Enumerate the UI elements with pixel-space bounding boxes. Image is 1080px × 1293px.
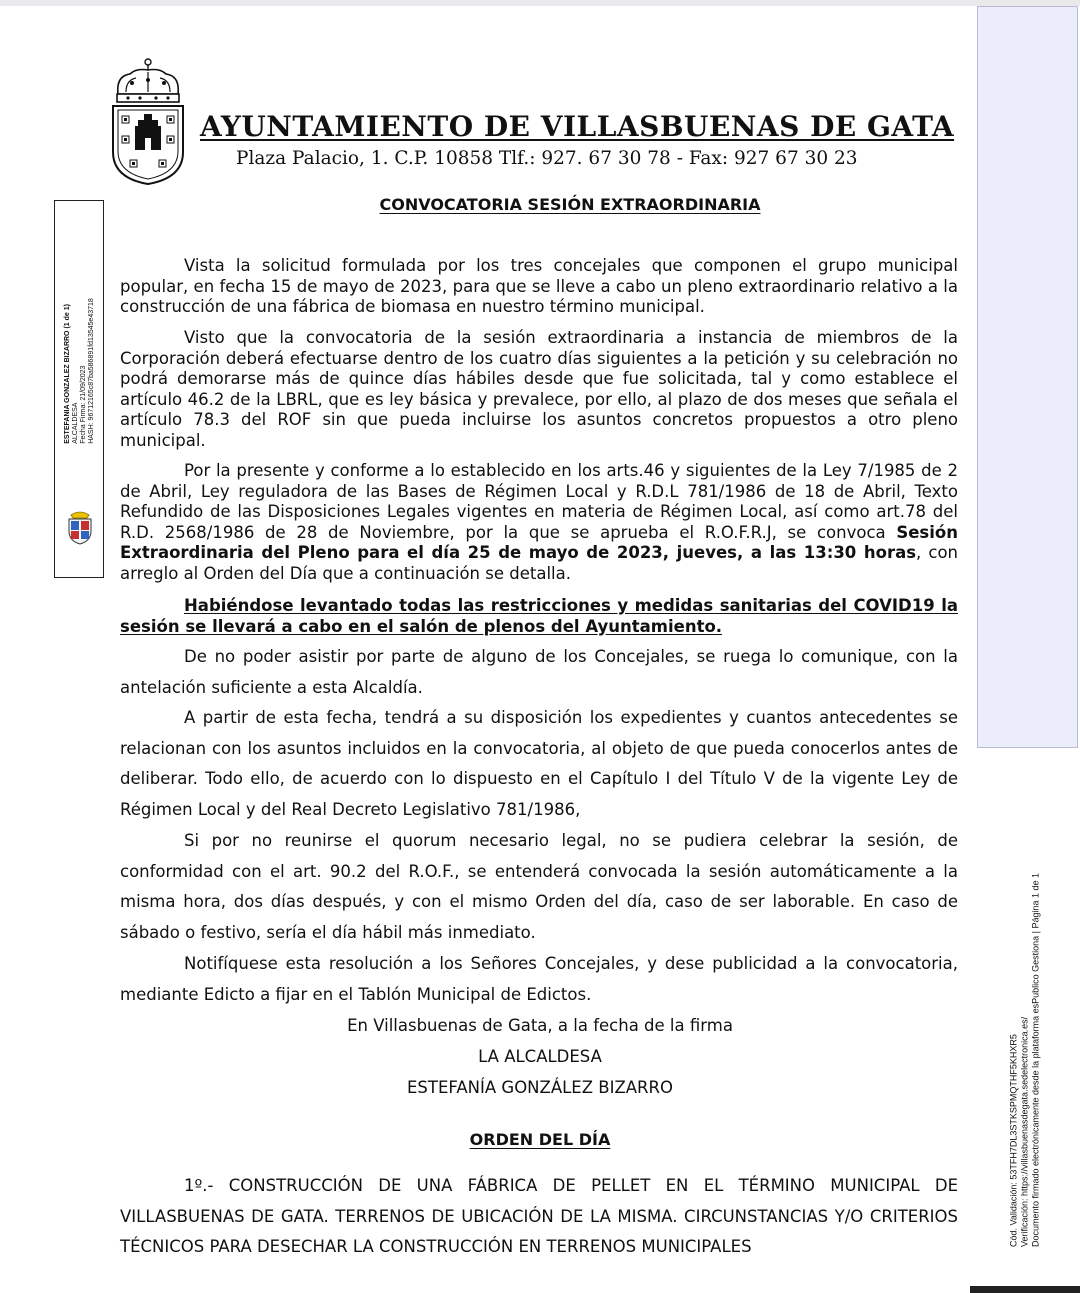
municipal-crest-icon: [108, 56, 188, 186]
paragraph-3-start: Por la presente y conforme a lo establecido en los arts.46 y siguientes de la Ley 7/1985 de 2 de Abril, Ley reguladora de las Bases de Régimen Local y R.D.L 781/1986 de 18 de Abril, Texto Refundido de las Disposiciones Legales vigentes en materia de Régimen Local, así como art.78 del R.D. 2568/1986 de 28 de Noviembre, por la que se aprueba el R.O.F.R.J, se convoca: [120, 461, 958, 542]
stamp-signer: ESTEFANIA GONZALEZ BIZARRO (1 de 1): [64, 304, 71, 444]
covid-notice: Habiéndose levantado todas las restricciones y medidas sanitarias del COVID19 la sesión se llevará a cabo en el salón de plenos del Ayuntamiento.: [120, 596, 958, 636]
bottom-edge-mark: [970, 1286, 1080, 1293]
signer-name: ESTEFANÍA GONZÁLEZ BIZARRO: [407, 1078, 673, 1097]
paragraph-5: De no poder asistir por parte de alguno de los Concejales, se ruega lo comunique, con la antelación suficiente a esta Alcaldía.: [120, 647, 958, 697]
signature-stamp-text: [64, 298, 96, 444]
place-date: En Villasbuenas de Gata, a la fecha de la firma: [347, 1016, 733, 1035]
paragraph-8: Notifíquese esta resolución a los Señores Concejales, y dese publicidad a la convocatoria, mediante Edicto a fijar en el Tablón Municipal de Edictos.: [120, 954, 958, 1004]
document-heading: CONVOCATORIA SESIÓN EXTRAORDINARIA: [379, 195, 761, 214]
stamp-date: Fecha Firma: 21/09/2023: [80, 365, 87, 444]
coat-of-arms-icon: [65, 509, 95, 545]
signer-role: LA ALCALDESA: [478, 1047, 602, 1066]
validation-code: Cód. Validación: 53TFH7DL3STKSPMQTHF5KHXR5: [1008, 1034, 1019, 1248]
signature-platform-note: Documento firmado electrónicamente desde la plataforma esPublico Gestiona | Página 1 de 1: [1030, 872, 1041, 1248]
verification-footer: [1009, 873, 1042, 1247]
paragraph-7: Si por no reunirse el quorum necesario legal, no se pudiera celebrar la sesión, de conformidad con el art. 90.2 del R.O.F., se entenderá convocada la sesión automáticamente a la misma hora, dos días después, y con el mismo Orden del día, caso de ser laborable. En caso de sábado o festivo, sería el día hábil más inmediato.: [120, 831, 958, 942]
side-panel: [977, 6, 1078, 748]
session-date-highlight: Sesión Extraordinaria del Pleno para el día 25 de mayo de 2023, jueves, a las 13:30 horas: [120, 522, 958, 562]
signature-stamp: [54, 200, 104, 578]
paragraph-2: Visto que la convocatoria de la sesión extraordinaria a instancia de miembros de la Corporación deberá efectuarse dentro de los cuatro días siguientes a la petición y su celebración no podrá demorarse más de quince días hábiles desde que fue solicitada, tal y como establece el artículo 46.2 de la LBRL, que es ley básica y prevalece, por ello, al plazo de dos meses que señala el artículo 78.3 del ROF sin que pueda incluirse los asuntos concretos propuestos a otro pleno municipal.: [120, 328, 958, 450]
paragraph-3: [120, 461, 958, 584]
municipality-title: AYUNTAMIENTO DE VILLASBUENAS DE GATA: [200, 110, 955, 143]
agenda-item-1: 1º.- CONSTRUCCIÓN DE UNA FÁBRICA DE PELLET EN EL TÉRMINO MUNICIPAL DE VILLASBUENAS DE GATA. TERRENOS DE UBICACIÓN DE LA MISMA. CIRCUNSTANCIAS Y/O CRITERIOS TÉCNICOS PARA DESECHAR LA CONSTRUCCIÓN EN TERRENOS MUNICIPALES: [120, 1176, 958, 1256]
stamp-role: ALCALDESA: [72, 402, 79, 444]
agenda-heading: ORDEN DEL DÍA: [469, 1130, 611, 1149]
stamp-hash: HASH: 96712165c87ba586891fd13545e43718: [88, 298, 95, 444]
paragraph-3-end: , con arreglo al Orden del Día que a continuación se detalla.: [120, 543, 958, 583]
paragraph-1: Vista la solicitud formulada por los tres concejales que componen el grupo municipal popular, en fecha 15 de mayo de 2023, para que se lleve a cabo un pleno extraordinario relativo a la construcción de una fábrica de biomasa en nuestro término municipal.: [120, 256, 958, 316]
municipality-address: Plaza Palacio, 1. C.P. 10858 Tlf.: 927. 67 30 78 - Fax: 927 67 30 23: [236, 148, 858, 169]
top-bar: [0, 0, 1080, 6]
paragraph-6: A partir de esta fecha, tendrá a su disposición los expedientes y cuantos antecedentes se relacionan con los asuntos incluidos en la convocatoria, al objeto de que pueda conocerlos antes de deliberar. Todo ello, de acuerdo con lo dispuesto en el Capítulo I del Título V de la vigente Ley de Régimen Local y del Real Decreto Legislativo 781/1986,: [120, 708, 958, 819]
verification-url: Verificación: https://villasbuenasdegata.sedelectronica.es/: [1019, 1016, 1030, 1248]
